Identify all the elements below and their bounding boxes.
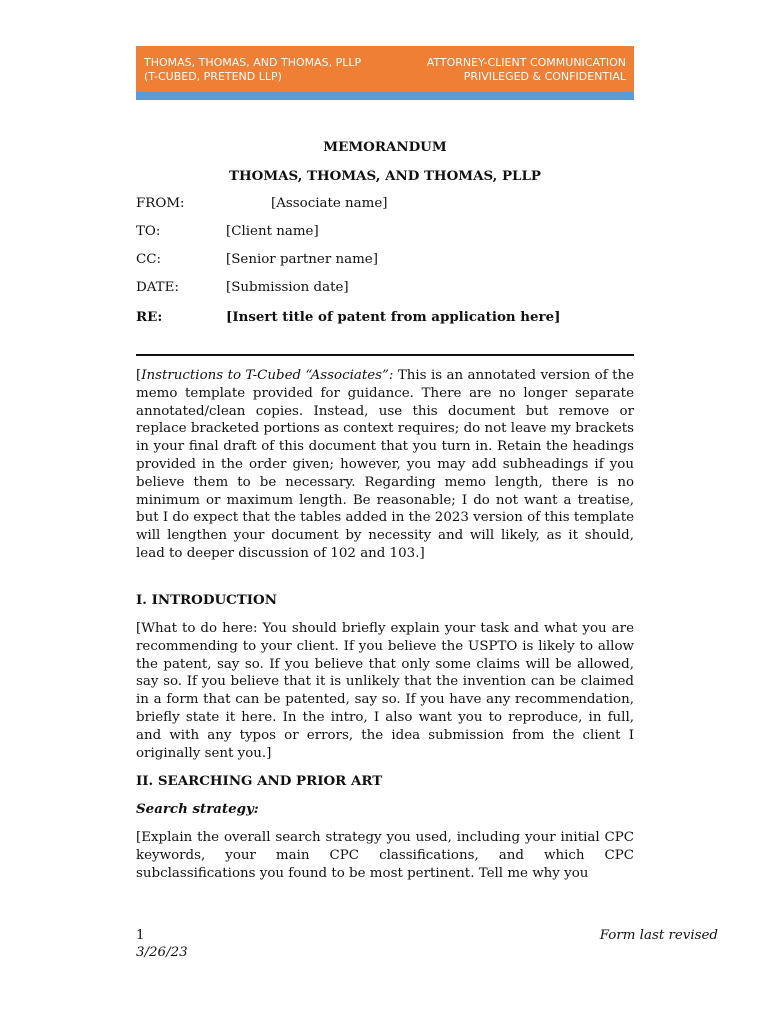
header-privilege-line2: PRIVILEGED & CONFIDENTIAL	[463, 70, 626, 83]
header-privilege-block	[427, 56, 626, 84]
introduction-paragraph: [What to do here: You should briefly explain your task and what you are recommending to your client. If you believe the USPTO is likely to allow the patent, say so. If you believe that only some claims will be allowed, say so. If you believe that it is unlikely that the invention can be claimed in a form that can be patented, say so. If you have any recommendation, briefly state it here. In the intro, I also want you to reproduce, in full, and with any typos or errors, the idea submission from the client I originally sent you.]	[136, 621, 634, 761]
footer-page-number: 1	[136, 928, 145, 943]
to-label: TO:	[136, 224, 161, 239]
cc-label: CC:	[136, 252, 162, 267]
memo-firm-name: THOMAS, THOMAS, AND THOMAS, PLLP	[229, 168, 541, 184]
header-firm-block	[144, 56, 361, 84]
instructions-text: This is an annotated version of the memo template provided for guidance. There are no longer separate annotated/clean copies. Instead, use this document but remove or replace bracketed portions as context requires; do not leave my brackets in your final draft of this document that you turn in. Retain the headings provided in the order given; however, you may add subheadings if you believe them to be necessary. Regarding memo length, there is no minimum or maximum length. Be reasonable; I do not want a treatise, but I do expect that the tables added in the 2023 version of this template will lengthen your document by necessity and will likely, as it should, lead to deeper discussion of 102 and 103.]	[136, 368, 635, 561]
search-strategy-paragraph: [Explain the overall search strategy you used, including your initial CPC keywords, your main CPC classifications, and which CPC subclassifications you found to be most pertinent. Tell me why you	[136, 830, 634, 881]
instructions-paragraph	[136, 367, 634, 563]
header-firm-name: THOMAS, THOMAS, AND THOMAS, PLLP	[144, 56, 362, 69]
to-value: [Client name]	[226, 224, 319, 239]
subheading-search-strategy: Search strategy:	[136, 801, 259, 817]
from-label: FROM:	[136, 196, 185, 211]
section-heading-introduction: I. INTRODUCTION	[136, 592, 277, 608]
memo-divider	[136, 354, 634, 356]
date-label: DATE:	[136, 280, 179, 295]
section-heading-searching: II. SEARCHING AND PRIOR ART	[136, 773, 383, 789]
instructions-open-bracket: [	[136, 368, 142, 383]
re-value: [Insert title of patent from application here]	[226, 309, 561, 325]
instructions-label: Instructions to T-Cubed “Associates”:	[141, 368, 394, 383]
document-header-band	[136, 46, 634, 92]
date-value: [Submission date]	[226, 280, 349, 295]
re-label: RE:	[136, 309, 163, 325]
header-firm-alias: (T-CUBED, PRETEND LLP)	[144, 70, 282, 83]
header-stripe	[136, 92, 634, 100]
footer-revised-label: Form last revised	[599, 928, 718, 943]
from-value: [Associate name]	[271, 196, 388, 211]
memo-title: MEMORANDUM	[323, 139, 447, 155]
header-privilege-line1: ATTORNEY-CLIENT COMMUNICATION	[426, 56, 626, 69]
footer-date: 3/26/23	[136, 945, 188, 960]
cc-value: [Senior partner name]	[226, 252, 378, 267]
